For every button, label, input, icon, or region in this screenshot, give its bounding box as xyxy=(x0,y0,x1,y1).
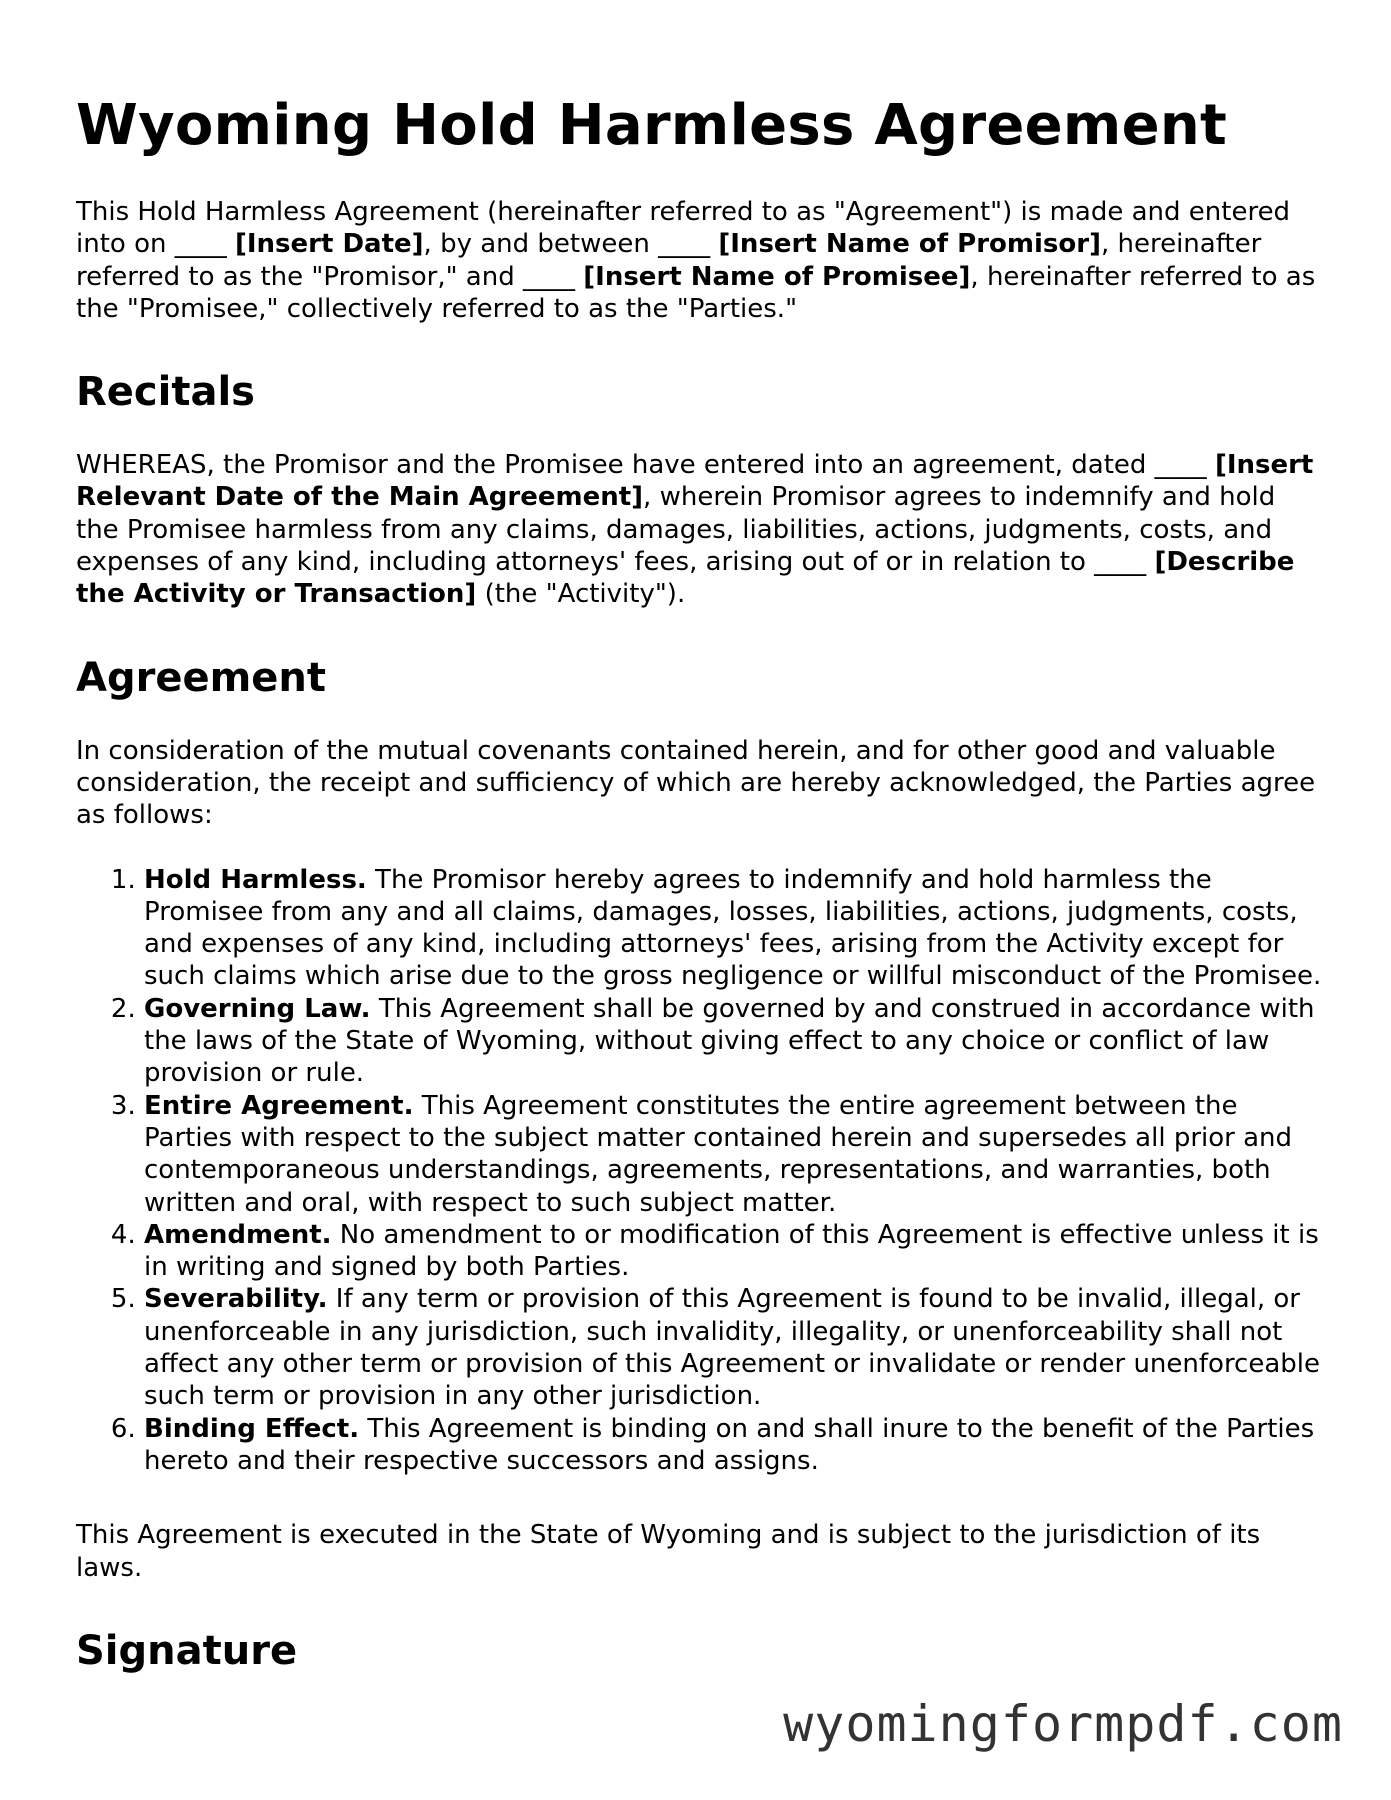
intro-text-4: , hereinafter referred to as the "Promisee," collectively referred to as the "Parties." xyxy=(76,261,1316,324)
placeholder-insert-date: [Insert Date] xyxy=(234,229,424,260)
clause-binding-effect xyxy=(144,1413,1326,1478)
recitals-text-2: , wherein Promisor agrees to indemnify and hold the Promisee harmless from any claims, damages, liabilities, actions, judgments, costs, and expenses of any kind, including attorneys' fees, arising out of or in relation to ____ xyxy=(76,482,1276,578)
clause-title: Entire Agreement. xyxy=(144,1090,414,1121)
intro-text-3: , hereinafter referred to as the "Promisor," and ____ xyxy=(76,229,1262,292)
agreement-intro: In consideration of the mutual covenants contained herein, and for other good and valuable consideration, the receipt and sufficiency of which are hereby acknowledged, the Parties agree as follows: xyxy=(76,735,1316,831)
recitals-heading: Recitals xyxy=(76,369,255,416)
clause-title: Hold Harmless. xyxy=(144,864,367,895)
clause-text: This Agreement is binding on and shall inure to the benefit of the Parties hereto and their respective successors and assigns. xyxy=(144,1413,1315,1476)
clause-text: The Promisor hereby agrees to indemnify and hold harmless the Promisee from any and all claims, damages, losses, liabilities, actions, judgments, costs, and expenses of any kind, including attorneys' fees, arising from the Activity except for such claims which arise due to the gross negligence or willful misconduct of the Promisee. xyxy=(144,864,1322,992)
clause-title: Governing Law. xyxy=(144,993,371,1024)
agreement-clauses-list xyxy=(76,864,1326,1478)
clause-text: This Agreement shall be governed by and construed in accordance with the laws of the State of Wyoming, without giving effect to any choice or conflict of law provision or rule. xyxy=(144,993,1315,1089)
recitals-text-1: WHEREAS, the Promisor and the Promisee have entered into an agreement, dated ____ xyxy=(76,450,1215,481)
clause-amendment xyxy=(144,1219,1326,1284)
clause-title: Severability. xyxy=(144,1284,328,1315)
agreement-heading: Agreement xyxy=(76,654,326,701)
recitals-paragraph xyxy=(76,449,1326,610)
placeholder-activity: [Describe the Activity or Transaction] xyxy=(76,547,1295,610)
placeholder-main-agreement-date: [Insert Relevant Date of the Main Agreement] xyxy=(76,450,1314,513)
agreement-closing: This Agreement is executed in the State of Wyoming and is subject to the jurisdiction of its laws. xyxy=(76,1520,1261,1583)
clause-governing-law xyxy=(144,993,1326,1090)
recitals-text-3: (the "Activity"). xyxy=(476,579,686,610)
clause-entire-agreement xyxy=(144,1090,1326,1219)
clause-hold-harmless xyxy=(144,864,1326,993)
clause-text: If any term or provision of this Agreement is found to be invalid, illegal, or unenforceable in any jurisdiction, such invalidity, illegality, or unenforceability shall not affect any other term or provision of this Agreement or invalidate or render unenforceable such term or provision in any other jurisdiction. xyxy=(144,1284,1321,1412)
clause-text: This Agreement constitutes the entire agreement between the Parties with respect to the subject matter contained herein and supersedes all prior and contemporaneous understandings, agreements, representations, and warranties, both written and oral, with respect to such subject matter. xyxy=(144,1090,1293,1218)
intro-text-2: , by and between ____ xyxy=(423,229,719,260)
placeholder-promisee-name: [Insert Name of Promisee] xyxy=(583,261,971,292)
document-title: Wyoming Hold Harmless Agreement xyxy=(76,93,1228,158)
intro-paragraph xyxy=(76,196,1326,325)
intro-text-1: This Hold Harmless Agreement (hereinafter referred to as "Agreement") is made and entered into on ____ xyxy=(76,197,1291,260)
signature-heading: Signature xyxy=(76,1627,298,1674)
placeholder-promisor-name: [Insert Name of Promisor] xyxy=(718,229,1101,260)
clause-text: No amendment to or modification of this Agreement is effective unless it is in writing and signed by both Parties. xyxy=(144,1219,1319,1283)
document-page xyxy=(76,92,1326,1708)
watermark-site-url: wyomingformpdf.com xyxy=(783,1695,1343,1753)
clause-title: Amendment. xyxy=(144,1219,332,1250)
clause-severability xyxy=(144,1283,1326,1412)
clause-title: Binding Effect. xyxy=(144,1413,360,1444)
